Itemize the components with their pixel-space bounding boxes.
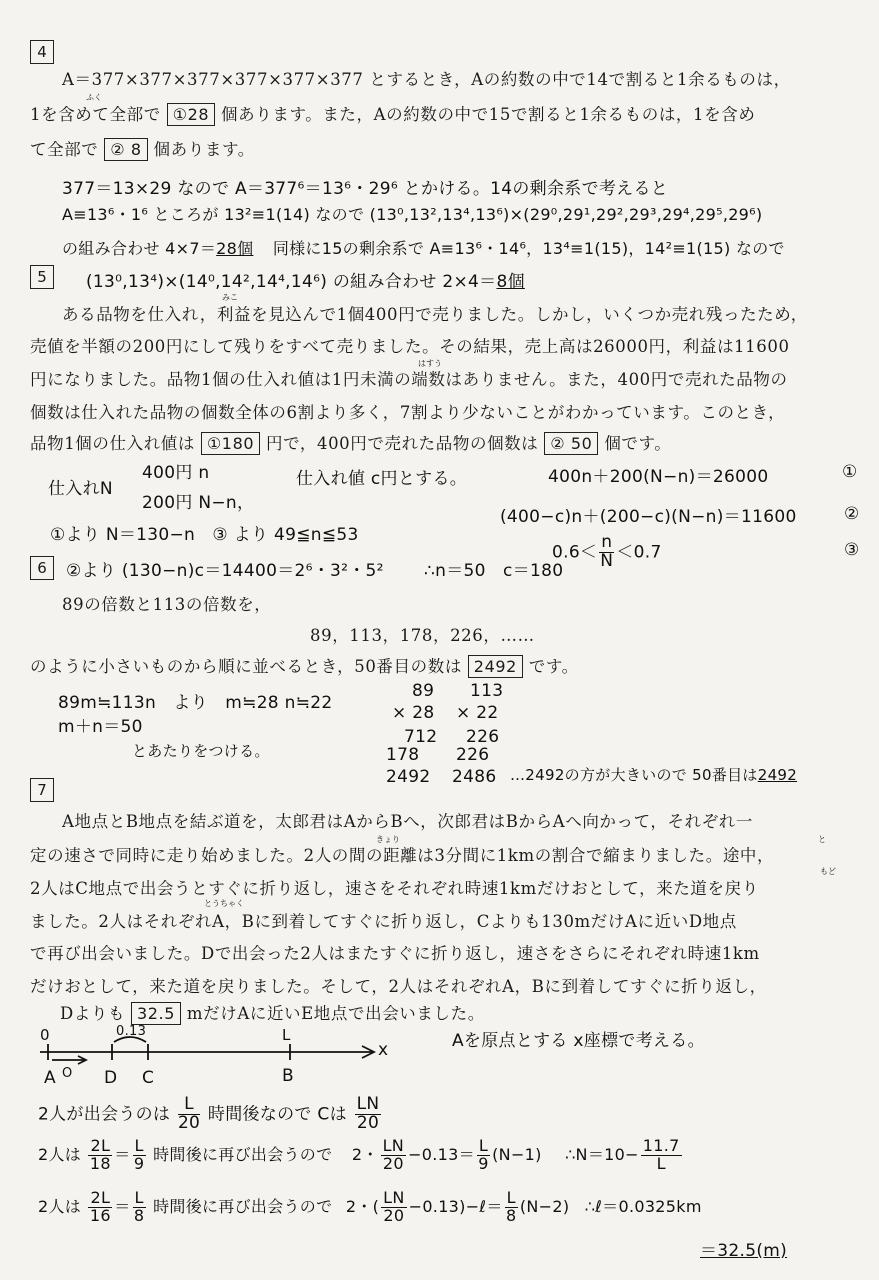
q7-point-C: C: [142, 1068, 155, 1088]
q5-ruby-2: はすう: [418, 359, 442, 368]
q6-calc2-b: × 22: [456, 703, 499, 723]
q5-eq-1: 400n＋200(N−n)＝26000: [548, 467, 769, 487]
q7-work-1: 2人が出会うのは $\frac{L}{20}$ 時間後なので Cは $\frac{LN}{20}$: [38, 1094, 380, 1133]
q7-point-B: B: [282, 1066, 294, 1086]
q7-number: 7: [30, 778, 54, 802]
q7-work-answer: ＝32.5(m): [700, 1241, 788, 1261]
q7-axis-013: 0.13: [116, 1024, 147, 1039]
q5-line3: 円になりました。品物1個の仕入れ値は1円未満の端数はありません。また，400円で売れた品物の: [30, 370, 788, 389]
q7-line5: で再び出会いました。Dで出会った2人はまたすぐに折り返し，速さをさらにそれぞれ時速1km: [30, 944, 760, 963]
q7-ruby-2: と: [818, 835, 826, 844]
q5-work-result: ∴n＝50 c＝180: [424, 561, 564, 581]
q5-line2: 売値を半額の200円にして残りをすべて売りました。その結果，売上高は26000円，利益は11600: [30, 337, 790, 356]
q6-calc2-a: 113: [470, 681, 504, 701]
q7-ruby-4: とうちゃく: [204, 899, 244, 908]
q7-axis-L: L: [282, 1026, 291, 1044]
q6-calc1-d: 178: [386, 745, 420, 765]
q5-work-3: ②より (130−n)c＝14400＝2⁶・3²・5²: [66, 561, 384, 581]
q5-work-200: 200円 N−n，: [142, 493, 255, 513]
q6-calc2-d: 226: [456, 745, 490, 765]
q7-line6: だけおとして，来た道を戻りました。そして，2人はそれぞれA，Bに到着してすぐに折り返し，: [30, 977, 767, 996]
q5-eq-2-mark: ②: [844, 504, 860, 524]
q7-note: Aを原点とする x座標で考える。: [452, 1031, 705, 1051]
q5-eq-2: (400−c)n＋(200−c)(N−n)＝11600: [500, 507, 797, 527]
q5-line4: 個数は仕入れた品物の個数全体の6割より多く，7割より少ないことがわかっています。このとき，: [30, 403, 786, 422]
q4-work-3: の組み合わせ 4×7＝28個 同様に15の剰余系で A≡13⁶・14⁶，13⁴≡1(15)，14²≡1(15) なので: [62, 239, 785, 258]
q6-sequence: 89，113，178，226，……: [310, 626, 535, 645]
q7-line7: Dよりも 32.5 mだけAに近いE地点で出会いました。: [60, 1004, 485, 1023]
q7-point-D: D: [104, 1068, 118, 1088]
q6-answer: 2492: [468, 655, 523, 678]
q5-work-cost: 仕入れ値 c円とする。: [296, 469, 468, 489]
q5-line1: ある品物を仕入れ，利益を見込んで1個400円で売りました。しかし，いくつか売れ残ったため，: [62, 305, 808, 324]
q7-work-2: 2人は $\frac{2L}{18}$ ＝ $\frac{L}{9}$ 時間後に再び出会うので 2・ $\frac{LN}{20}$ −0.13＝ $\frac{L}{9}$ (N−1) ∴N＝10− $\frac{11.7}{L}$: [38, 1136, 680, 1173]
q5-work-400: 400円 n: [142, 463, 210, 483]
q6-line2: のように小さいものから順に並べるとき，50番目の数は 2492 です。: [30, 657, 579, 676]
q4-answer-1: ①28: [167, 103, 216, 126]
q7-line3: 2人はC地点で出会うとすぐに折り返し，速さをそれぞれ時速1kmだけおとして，来た道を戻り: [30, 879, 759, 898]
q4-work-2: A≡13⁶・1⁶ ところが 13²≡1(14) なので (13⁰,13²,13⁴,13⁶)×(29⁰,29¹,29²,29³,29⁴,29⁵,29⁶): [62, 205, 763, 224]
q7-line1: A地点とB地点を結ぶ道を，太郎君はAからBへ，次郎君はBからAへ向かって，それぞれ一: [62, 812, 753, 831]
q7-answer: 32.5: [131, 1002, 181, 1025]
q5-number: 5: [30, 265, 54, 289]
q6-calc1-c: 712: [404, 727, 438, 747]
q5-answer-2: ② 50: [544, 432, 598, 455]
q4-work-1: 377＝13×29 なので A＝377⁶＝13⁶・29⁶ とかける。14の剰余系で考えると: [62, 179, 669, 199]
q5-work-purchase: 仕入れN: [48, 479, 113, 499]
q4-line3: て全部で ② 8 個あります。: [30, 140, 255, 159]
q6-work-2: m＋n＝50: [58, 717, 143, 737]
q7-work-3: 2人は $\frac{2L}{16}$ ＝ $\frac{L}{8}$ 時間後に再び出会うので 2・( $\frac{LN}{20}$ −0.13)−ℓ＝ $\frac{L}{8}$ (N−2) ∴ℓ＝0.0325km: [38, 1188, 702, 1225]
q4-answer-2: ② 8: [104, 138, 147, 161]
q6-calc1-b: × 28: [392, 703, 435, 723]
q7-line2: 定の速さで同時に走り始めました。2人の間の距離は3分間に1kmの割合で縮まりました。途中，: [30, 846, 775, 865]
q5-work-2: ①より N＝130−n ③ より 49≦n≦53: [50, 525, 359, 545]
q7-ruby-1: きょり: [376, 835, 400, 844]
q4-work-4: (13⁰,13⁴)×(14⁰,14²,14⁴,14⁶) の組み合わせ 2×4＝8個: [86, 272, 525, 292]
q5-eq-3: 0.6＜ $\frac{n}{N}$ ＜0.7: [552, 532, 662, 571]
q5-eq-1-mark: ①: [842, 462, 858, 482]
q5-ruby-1: みこ: [222, 293, 238, 302]
q6-calc2-e: 2486: [452, 767, 497, 787]
q4-number: 4: [30, 40, 54, 64]
q5-line5: 品物1個の仕入れ値は ①180 円で，400円で売れた品物の個数は ② 50 個です。: [30, 434, 672, 453]
q6-number: 6: [30, 556, 54, 580]
q6-work-4: …2492の方が大きいので 50番目は2492: [510, 766, 798, 784]
q6-calc1-e: 2492: [386, 767, 431, 787]
q7-ruby-3: もど: [820, 867, 836, 876]
q6-calc2-c: 226: [466, 727, 500, 747]
q7-axis-x: x: [378, 1040, 389, 1060]
q6-line1: 89の倍数と113の倍数を，: [62, 595, 272, 614]
q6-work-1: 89m≒113n より m≒28 n≒22: [58, 693, 333, 713]
q7-axis-zero: 0: [40, 1026, 50, 1044]
q7-line4: ました。2人はそれぞれA，Bに到着してすぐに折り返し，Cよりも130mだけAに近いD地点: [30, 912, 737, 931]
q7-point-O: O: [62, 1066, 73, 1081]
q6-calc1-a: 89: [412, 681, 435, 701]
q4-line2: 1を含めて全部で ①28 個あります。また，Aの約数の中で15で割ると1余るものは，1を含め: [30, 105, 756, 124]
q4-ruby: ふく: [86, 93, 102, 102]
q7-point-A: A: [44, 1068, 56, 1088]
q5-answer-1: ①180: [201, 432, 260, 455]
q6-work-3: とあたりをつける。: [132, 742, 270, 760]
q4-line1: A＝377×377×377×377×377×377 とするとき，Aの約数の中で14で割ると1余るものは，: [62, 70, 791, 89]
q5-eq-3-mark: ③: [844, 540, 860, 560]
